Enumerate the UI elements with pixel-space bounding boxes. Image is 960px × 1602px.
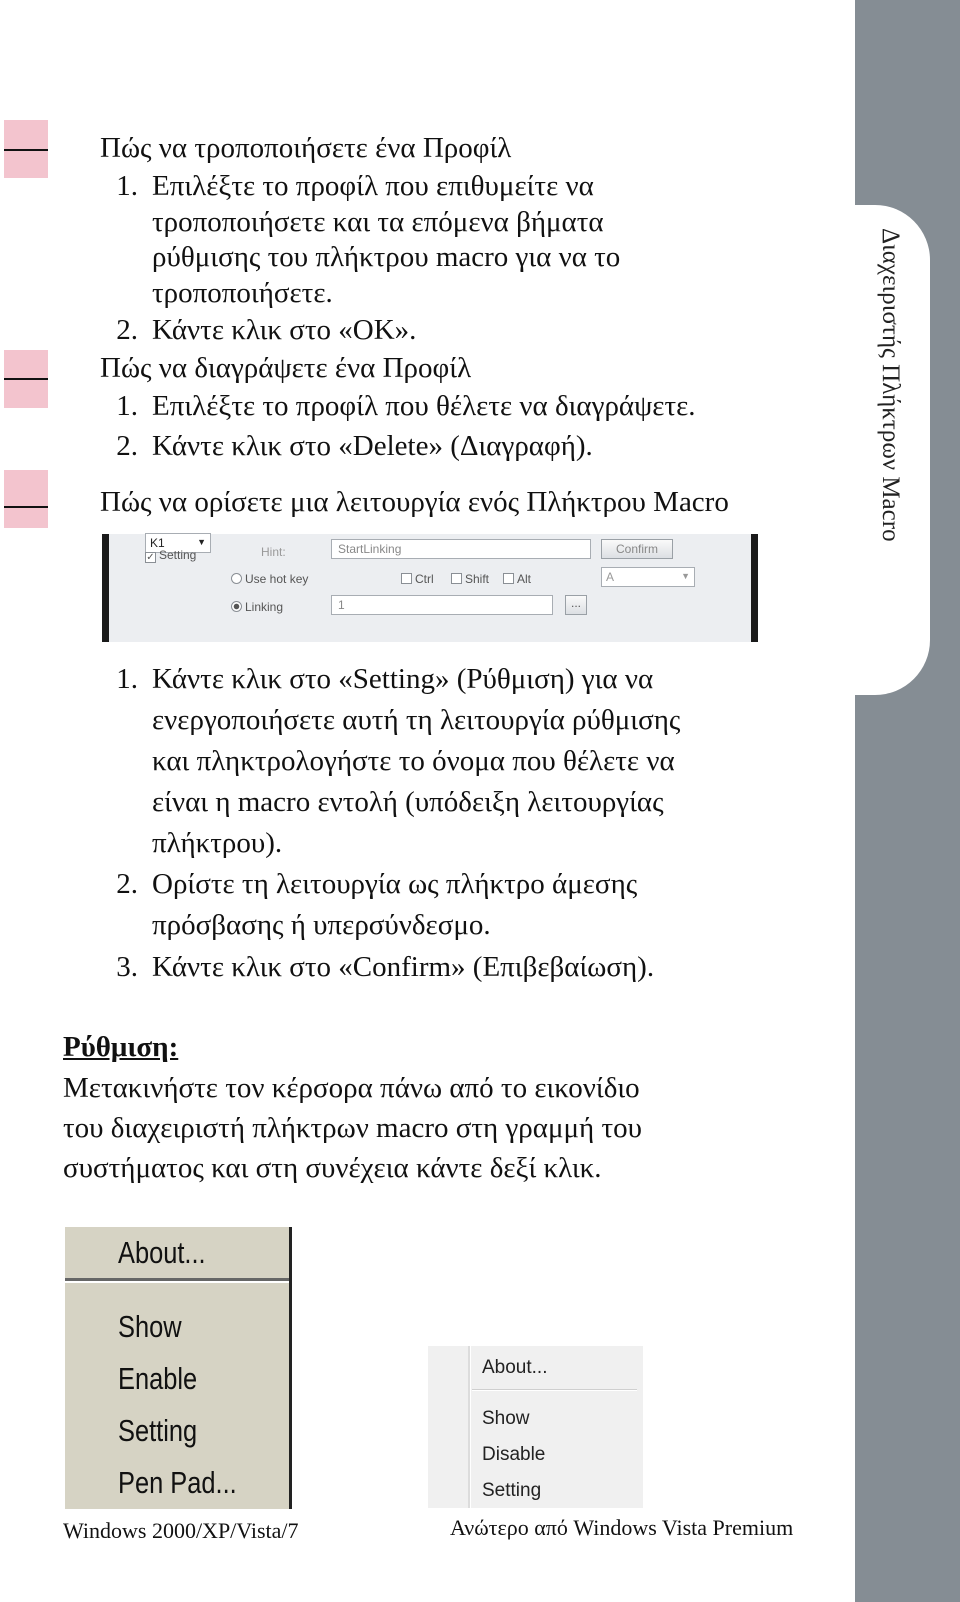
- chevron-down-icon: ▼: [197, 537, 206, 547]
- menu-item-about[interactable]: About...: [118, 1235, 206, 1270]
- settings-text: Μετακινήστε τον κέρσορα πάνω από το εικονίδιο: [63, 1072, 640, 1104]
- step-number: 2.: [116, 430, 138, 462]
- step-text: ενεργοποιήσετε αυτή τη λειτουργία ρύθμισης: [152, 704, 681, 736]
- step-number: 2.: [116, 868, 138, 900]
- step-number: 2.: [116, 314, 138, 346]
- section-heading: Πώς να ορίσετε μια λειτουργία ενός Πλήκτρου Macro: [100, 486, 729, 518]
- menu-icon-gutter: [468, 1346, 471, 1508]
- alt-checkbox-label: Alt: [517, 572, 532, 586]
- section-marker-line: [4, 378, 48, 380]
- step-number: 1.: [116, 170, 138, 202]
- shift-checkbox-label: Shift: [465, 572, 490, 586]
- step-text: ρύθμισης του πλήκτρου macro για να το: [152, 241, 621, 273]
- hint-label: Hint:: [261, 545, 286, 559]
- section-heading: Πώς να διαγράψετε ένα Προφίλ: [100, 352, 472, 384]
- section-heading: Πώς να τροποποιήσετε ένα Προφίλ: [100, 132, 512, 164]
- setting-checkbox[interactable]: [145, 548, 196, 563]
- key-select-value: K1: [150, 536, 165, 550]
- step-number: 1.: [116, 663, 138, 695]
- linking-input[interactable]: [331, 595, 553, 615]
- linking-input-value: 1: [338, 598, 345, 612]
- checkbox-icon: [503, 573, 514, 584]
- sidebar-tab: [812, 205, 930, 695]
- chevron-down-icon: ▼: [681, 571, 690, 581]
- step-text: Κάντε κλικ στο «ΟΚ».: [152, 314, 417, 346]
- radio-selected-icon: [231, 601, 242, 612]
- step-text: είναι η macro εντολή (υπόδειξη λειτουργίας: [152, 786, 664, 818]
- shift-checkbox[interactable]: [451, 572, 489, 586]
- classic-menu-caption: Windows 2000/XP/Vista/7: [63, 1518, 299, 1543]
- step-number: 1.: [116, 390, 138, 422]
- linking-radio[interactable]: [231, 600, 283, 614]
- hint-input[interactable]: [331, 539, 591, 559]
- step-text: Επιλέξτε το προφίλ που επιθυμείτε να: [152, 170, 594, 202]
- hint-input-value: StartLinking: [338, 542, 402, 556]
- menu-item-show[interactable]: Show: [118, 1309, 182, 1344]
- menu-item-enable[interactable]: Enable: [118, 1361, 198, 1396]
- vista-context-menu: [428, 1346, 643, 1508]
- checkmark-icon: ✓: [146, 552, 155, 563]
- menu-item-pen-pad[interactable]: Pen Pad...: [118, 1465, 237, 1500]
- classic-context-menu: [65, 1227, 292, 1509]
- section-marker-line: [4, 149, 48, 151]
- sidebar-label: Διαχειριστής Πλήκτρων Macro: [877, 228, 904, 542]
- macro-key-dialog: [102, 534, 758, 642]
- key-dropdown-value: A: [606, 570, 615, 584]
- confirm-button[interactable]: [601, 539, 673, 559]
- use-hot-key-label: Use hot key: [245, 572, 309, 586]
- browse-button[interactable]: [565, 595, 587, 615]
- section-marker: [4, 470, 48, 528]
- menu-item-disable[interactable]: Disable: [482, 1444, 546, 1465]
- checkbox-icon: [401, 573, 412, 584]
- step-text: Κάντε κλικ στο «Confirm» (Επιβεβαίωση).: [152, 951, 655, 983]
- settings-heading: Ρύθμιση:: [63, 1031, 179, 1063]
- key-dropdown[interactable]: [601, 567, 695, 587]
- menu-separator: [65, 1278, 289, 1283]
- use-hot-key-radio[interactable]: [231, 572, 308, 586]
- menu-item-about[interactable]: About...: [482, 1357, 548, 1378]
- ctrl-checkbox-label: Ctrl: [415, 572, 434, 586]
- alt-checkbox[interactable]: [503, 572, 531, 586]
- menu-item-setting[interactable]: Setting: [118, 1413, 198, 1448]
- menu-item-show[interactable]: Show: [482, 1408, 530, 1429]
- step-number: 3.: [116, 951, 138, 983]
- vista-menu-caption: Ανώτερο από Windows Vista Premium: [450, 1515, 794, 1540]
- settings-text: συστήματος και στη συνέχεια κάντε δεξί κλικ.: [63, 1152, 602, 1184]
- step-text: τροποποιήσετε.: [152, 277, 333, 309]
- step-text: τροποποιήσετε και τα επόμενα βήματα: [152, 206, 604, 238]
- radio-circle-icon: [231, 573, 242, 584]
- ctrl-checkbox[interactable]: [401, 572, 434, 586]
- step-text: Ορίστε τη λειτουργία ως πλήκτρο άμεσης: [152, 868, 638, 900]
- menu-item-setting[interactable]: Setting: [482, 1480, 542, 1501]
- section-marker-line: [4, 506, 48, 508]
- browse-button-label: ...: [570, 596, 581, 610]
- step-text: Επιλέξτε το προφίλ που θέλετε να διαγράψετε.: [152, 390, 696, 422]
- settings-text: του διαχειριστή πλήκτρων macro στη γραμμή του: [63, 1112, 642, 1144]
- step-text: Κάντε κλικ στο «Setting» (Ρύθμιση) για να: [152, 663, 654, 695]
- linking-radio-label: Linking: [245, 600, 284, 614]
- menu-separator: [472, 1389, 637, 1391]
- confirm-button-label: Confirm: [615, 542, 658, 556]
- step-text: Κάντε κλικ στο «Delete» (Διαγραφή).: [152, 430, 593, 462]
- setting-checkbox-label: Setting: [159, 548, 197, 562]
- step-text: και πληκτρολογήστε το όνομα που θέλετε να: [152, 745, 675, 777]
- checkbox-icon: [451, 573, 462, 584]
- step-text: πρόσβασης ή υπερσύνδεσμο.: [152, 909, 491, 941]
- step-text: πλήκτρου).: [152, 827, 283, 859]
